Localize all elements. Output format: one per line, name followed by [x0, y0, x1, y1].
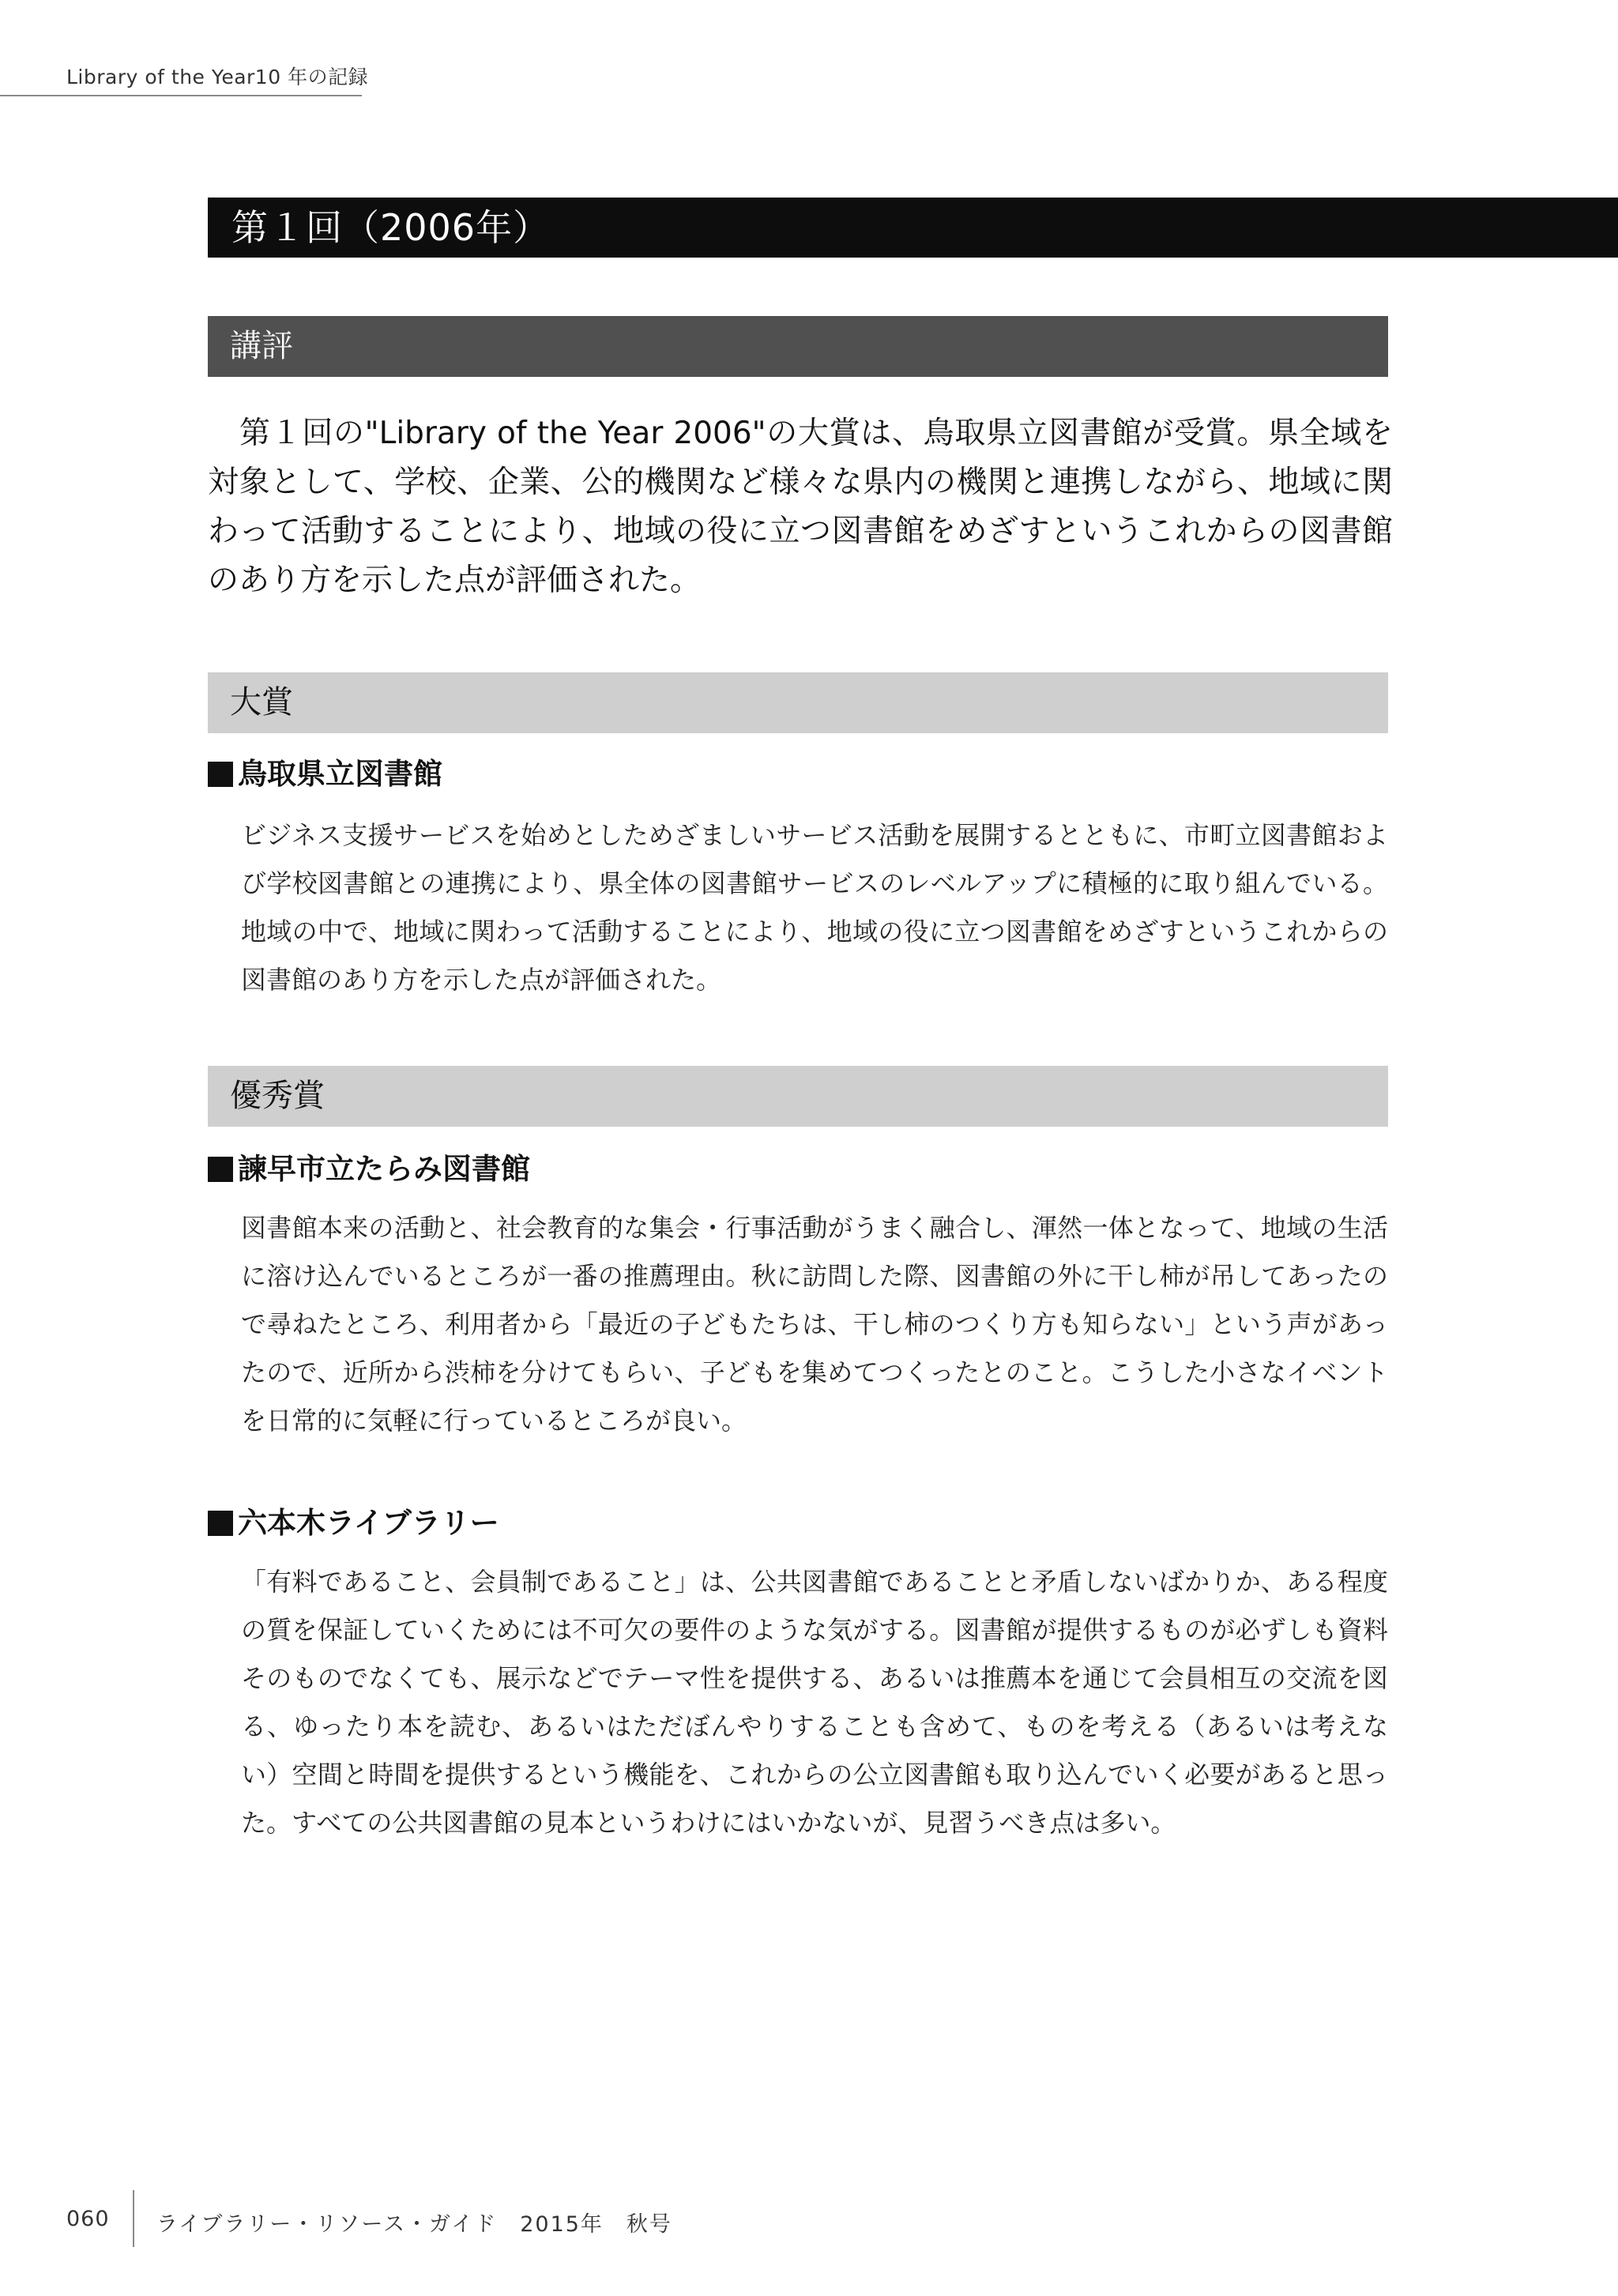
entry-name: 諫早市立たらみ図書館 [238, 1152, 530, 1186]
entry-text-roppongi: 「有料であること、会員制であること」は、公共図書館であることと矛盾しないばかりか、ある程度の質を保証していくためには不可欠の要件のような気がする。図書館が提供するものが必ずしも資料そのものでなくても、展示などでテーマ性を提供する、あるいは推薦本を通じて会員相互の交流を図る、ゆったり本を読む、あるいはただぼんやりすることも含めて、ものを考える（あるいは考えない）空間と時間を提供するという機能を、これからの公立図書館も取り込んでいく必要があると思った。すべての公共図書館の見本というわけにはいかないが、見習うべき点は多い。 [241, 1567, 1388, 1838]
entry-heading-tarami [208, 1150, 530, 1189]
page-number: 060 [66, 2207, 110, 2231]
square-bullet-icon [208, 1157, 233, 1182]
entry-name: 鳥取県立図書館 [238, 757, 442, 791]
square-bullet-icon [208, 1511, 233, 1536]
publication-title: ライブラリー・リソース・ガイド 2015年 秋号 [156, 2212, 672, 2237]
entry-text-tottori: ビジネス支援サービスを始めとしためざましいサービス活動を展開するとともに、市町立図書館および学校図書館との連携により、県全体の図書館サービスのレベルアップに積極的に取り組んでいる。地域の中で、地域に関わって活動することにより、地域の役に立つ図書館をめざすというこれからの図書館のあり方を示した点が評価された。 [241, 820, 1388, 995]
edition-title: 第１回（2006年） [208, 198, 1618, 258]
review-text: 第１回の"Library of the Year 2006"の大賞は、鳥取県立図書館が受賞。県全域を対象として、学校、企業、公的機関など様々な県内の機関と連携しながら、地域に関わって活動することにより、地域の役に立つ図書館をめざすというこれからの図書館のあり方を示した点が評価された。 [208, 416, 1393, 598]
entry-heading-tottori [208, 755, 442, 794]
excellence-section-heading: 優秀賞 [208, 1066, 1388, 1127]
footer-divider [133, 2190, 134, 2247]
entry-text-tarami: 図書館本来の活動と、社会教育的な集会・行事活動がうまく融合し、渾然一体となって、地域の生活に溶け込んでいるところが一番の推薦理由。秋に訪問した際、図書館の外に干し柿が吊してあったので尋ねたところ、利用者から「最近の子どもたちは、干し柿のつくり方も知らない」という声があったので、近所から渋柿を分けてもらい、子どもを集めてつくったとのこと。こうした小さなイベントを日常的に気軽に行っているところが良い。 [241, 1213, 1388, 1436]
grand-prize-section-heading: 大賞 [208, 672, 1388, 733]
review-section-heading: 講評 [208, 316, 1388, 377]
square-bullet-icon [208, 762, 233, 787]
entry-name: 六本木ライブラリー [238, 1506, 499, 1540]
running-header-rule [0, 95, 362, 96]
running-header: Library of the Year10 年の記録 [66, 66, 369, 88]
entry-heading-roppongi [208, 1504, 499, 1543]
